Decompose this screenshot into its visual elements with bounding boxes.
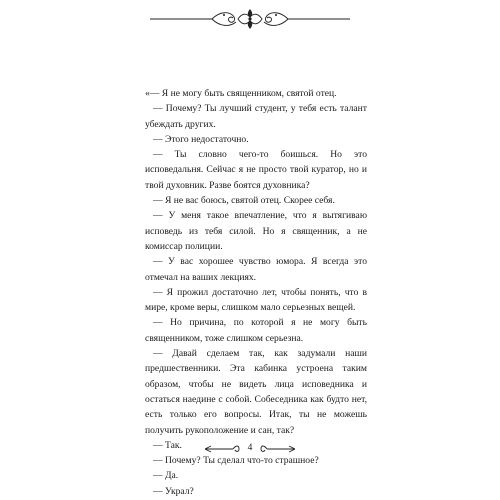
paragraph: — Я прожил достаточно лет, чтобы понять, что в мире, кроме веры, слишком мало серьезных вещей. <box>145 286 367 314</box>
paragraph: — Ты словно чего-то боишься. Но это исповедальня. Сейчас я не просто твой куратор, но и твой духовник. Разве боятся духовника? <box>145 149 367 191</box>
page-number: 4 <box>247 443 253 453</box>
paragraph: — Почему? Ты сделал что-то страшное? <box>153 455 319 467</box>
top-ornament-icon <box>150 5 350 33</box>
paragraph: — Этого недостаточно. <box>153 133 249 145</box>
paragraph: — Да. <box>153 470 179 482</box>
paragraph: — Я не вас боюсь, святой отец. Скорее себя. <box>153 195 335 207</box>
paragraph: — Давай сделаем так, как задумали наши предшественники. Эта кабинка устроена таким образом, чтобы не видеть лица исповедника и остаться наедине с собой. Собеседника как будто нет, есть только его вопросы. Итак, ты не можешь получить рукоположение и сан, так? <box>145 348 367 436</box>
paragraph: — У вас хорошее чувство юмора. Я всегда это отмечал на ваших лекциях. <box>145 256 367 283</box>
paragraph: — Почему? Ты лучший студент, у тебя есть талант убеждать других. <box>145 103 367 130</box>
body-text <box>145 86 367 499</box>
paragraph: — Так. <box>153 439 182 451</box>
paragraph: — У меня такое впечатление, что я вытягиваю исповедь из тебя силой. Но я священник, а не комиссар полиции. <box>145 210 367 252</box>
paragraph: «— Я не могу быть священником, святой отец. <box>145 88 337 99</box>
paragraph: — Украл? <box>153 485 194 497</box>
paragraph: — Но причина, по которой я не могу быть священником, тоже слишком серьезна. <box>145 317 367 344</box>
